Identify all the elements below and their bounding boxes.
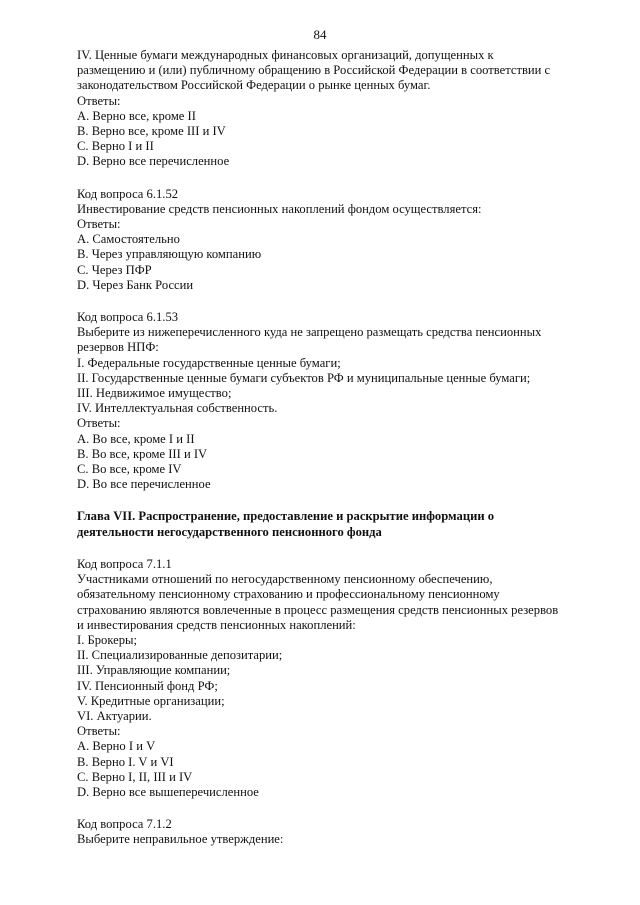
answers-label: Ответы:: [77, 416, 121, 431]
answer-option: C. Во все, кроме IV: [77, 462, 182, 477]
answers-label: Ответы:: [77, 724, 121, 739]
answer-option: C. Верно I и II: [77, 139, 154, 154]
answer-option: B. Во все, кроме III и IV: [77, 446, 208, 461]
answer-option: A. Верно I и V: [77, 739, 156, 754]
list-item: IV. Пенсионный фонд РФ;: [77, 678, 218, 693]
list-item: II. Государственные ценные бумаги субъектов РФ и муниципальные ценные бумаги;: [77, 370, 531, 385]
chapter-heading-line: деятельности негосударственного пенсионного фонда: [77, 524, 382, 539]
answer-option: D. Верно все вышеперечисленное: [77, 784, 259, 799]
text-line: размещению и (или) публичному обращению в Российской Федерации в соответствии с: [77, 63, 551, 78]
chapter-heading: [77, 509, 597, 539]
text-line: законодательством Российской Федерации о рынке ценных бумаг.: [77, 78, 431, 93]
question-text: Участниками отношений по негосударственному пенсионному обеспечению,: [77, 572, 493, 587]
list-item: IV. Интеллектуальная собственность.: [77, 401, 278, 416]
list-item: VI. Актуарии.: [77, 708, 152, 723]
question-code: Код вопроса 6.1.52: [77, 186, 179, 201]
question-7-1-1: [77, 557, 597, 800]
answer-option: B. Верно I. V и VI: [77, 754, 174, 769]
question-text: Инвестирование средств пенсионных накоплений фондом осуществляется:: [77, 201, 482, 216]
question-text: Выберите неправильное утверждение:: [77, 832, 284, 847]
question-text: страхованию являются вовлеченные в процесс размещения средств пенсионных резервов: [77, 602, 559, 617]
question-code: Код вопроса 6.1.53: [77, 310, 179, 325]
text-line: IV. Ценные бумаги международных финансовых организаций, допущенных к: [77, 48, 494, 62]
question-code: Код вопроса 7.1.1: [77, 556, 172, 571]
question-text: резервов НПФ:: [77, 340, 159, 355]
question-text: обязательному пенсионному страхованию и профессиональному пенсионному: [77, 587, 500, 602]
answer-option: B. Через управляющую компанию: [77, 247, 262, 262]
question-text: Выберите из нижеперечисленного куда не запрещено размещать средства пенсионных: [77, 325, 542, 340]
list-item: I. Брокеры;: [77, 632, 137, 647]
question-code: Код вопроса 7.1.2: [77, 817, 172, 832]
page-content: [77, 48, 597, 865]
answer-option: D. Во все перечисленное: [77, 477, 211, 492]
question-continuation: [77, 48, 597, 170]
answer-option: C. Через ПФР: [77, 262, 152, 277]
answer-option: D. Через Банк России: [77, 277, 194, 292]
answer-option: B. Верно все, кроме III и IV: [77, 124, 226, 139]
chapter-heading-line: Глава VII. Распространение, предоставление и раскрытие информации о: [77, 509, 495, 524]
list-item: II. Специализированные депозитарии;: [77, 648, 283, 663]
question-6-1-53: [77, 310, 597, 492]
list-item: III. Недвижимое имущество;: [77, 386, 232, 401]
answers-label: Ответы:: [77, 93, 121, 108]
answer-option: A. Самостоятельно: [77, 232, 180, 247]
list-item: III. Управляющие компании;: [77, 663, 231, 678]
answer-option: A. Верно все, кроме II: [77, 108, 196, 123]
answer-option: D. Верно все перечисленное: [77, 154, 230, 169]
question-7-1-2: [77, 817, 597, 847]
answers-label: Ответы:: [77, 217, 121, 232]
list-item: V. Кредитные организации;: [77, 693, 225, 708]
page-number: 84: [313, 27, 327, 42]
question-6-1-52: [77, 187, 597, 293]
list-item: I. Федеральные государственные ценные бумаги;: [77, 355, 341, 370]
answer-option: C. Верно I, II, III и IV: [77, 769, 193, 784]
question-text: и инвестирования средств пенсионных накоплений:: [77, 617, 356, 632]
answer-option: A. Во все, кроме I и II: [77, 431, 195, 446]
